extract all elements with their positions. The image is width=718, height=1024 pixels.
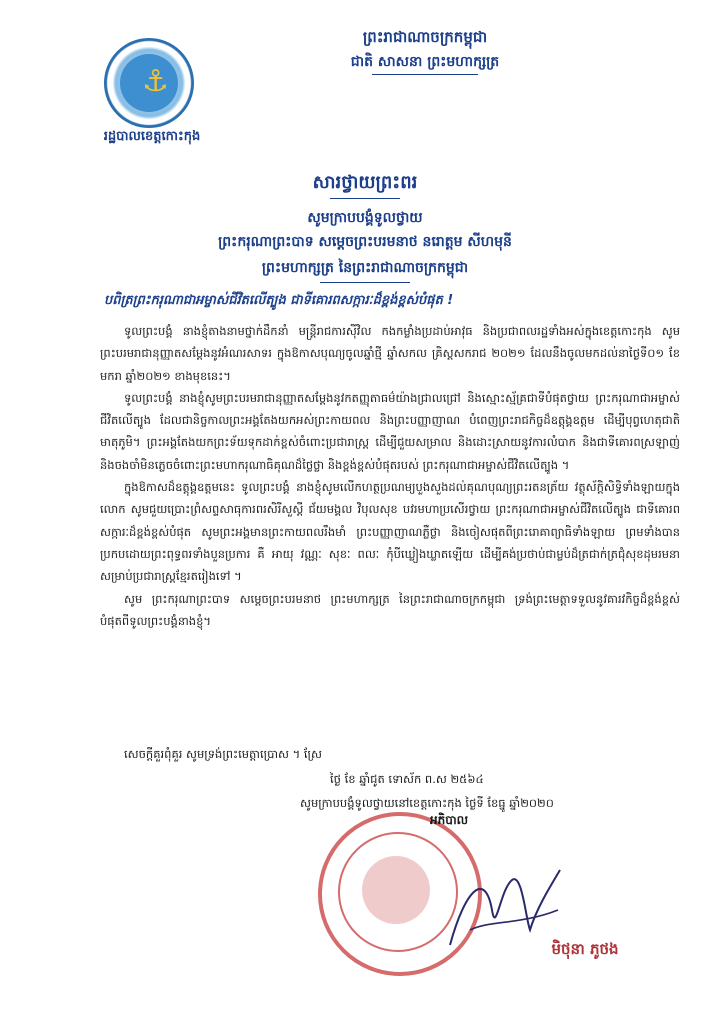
address-line-3: ព្រះមហាក្សត្រ នៃព្រះរាជាណាចក្រកម្ពុជា — [261, 260, 469, 276]
signatory-title: អភិបាល — [430, 813, 469, 827]
solar-date: សូមក្រាបបង្គំទូលថ្វាយនៅខេត្តកោះកុង ថ្ងៃទី ខែធ្នូ ឆ្នាំ២០២០ — [300, 796, 554, 810]
anchor-icon: ⚓ — [142, 64, 169, 99]
closing-line: សេចក្តីគួរពុំគួរ សូមទ្រង់ព្រះមេត្តាប្រោស ។ ស្រែ — [124, 747, 322, 761]
letter-body — [100, 320, 680, 632]
title-divider — [330, 198, 400, 199]
signatory-name: មិថុនា ភូថង — [551, 940, 619, 958]
paragraph-3: ក្នុងឱកាសដ៏ឧត្តុង្គឧត្តមនេះ ទូលព្រះបង្គំ នាងខ្ញុំសូមលើកហត្ថប្រណម្យបួងសួងដល់គុណបុណ្យព្រះរតនត្រ័យ វត្ថុស័ក្តិសិទ្ធិទាំងឡាយក្នុងលោក សូមជួយប្រោះព្រំសព្ទសាធុការពរសិរីសួស្តី ជ័យមង្គល វិបុលសុខ បវរមហាប្រសើរថ្វាយ ព្រះករុណាជាអម្ចាស់ជីវិតលើត្បូង ជាទីគោរពសក្ការៈដ៏ខ្ពង់ខ្ពស់បំផុត សូមព្រះអង្គមានព្រះកាយពលរឹងមាំ ព្រះបញ្ញាញាណភ្លឺថ្លា និងចៀសផុតពីព្រះរោគាព្យាធិទាំងឡាយ ព្រមទាំងបានប្រកបដោយព្រះពុទ្ធពរទាំងបួនប្រការ គឺ អាយុ វណ្ណៈ សុខៈ ពលៈ កុំបីឃ្លៀងឃ្លាតឡើយ ដើម្បីគង់ប្រថាប់ជាម្លប់ដ៏ត្រជាក់ត្រជុំសុខដុមរមនាសម្រាប់ប្រជារាស្ត្រខ្មែរតរៀងទៅ ។ — [100, 480, 680, 584]
national-motto: ជាតិ សាសនា ព្រះមហាក្សត្រ — [350, 54, 500, 70]
stamp-core — [362, 856, 430, 924]
address-line-1: សូមក្រាបបង្គំទូលថ្វាយ — [307, 210, 423, 226]
paragraph-4: សូម ព្រះករុណាព្រះបាទ សម្តេចព្រះបរមនាថ ព្រះមហាក្សត្រ នៃព្រះរាជាណាចក្រកម្ពុជា ទ្រង់ព្រះមេត្តាទទួលនូវគារវកិច្ចដ៏ខ្ពង់ខ្ពស់បំផុតពីទូលព្រះបង្គំនាងខ្ញុំ។ — [100, 591, 680, 628]
paragraph-1: ទូលព្រះបង្គំ នាងខ្ញុំតាងនាមថ្នាក់ដឹកនាំ មន្ត្រីរាជការស៊ីវិល កងកម្លាំងប្រដាប់អាវុធ និងប្រជាពលរដ្ឋទាំងអស់ក្នុងខេត្តកោះកុង សូមព្រះបរមរាជានុញ្ញាតសម្តែងនូវអំណរសាទរ ក្នុងឱកាសបុណ្យចូលឆ្នាំថ្មី ឆ្នាំសកល គ្រិស្តសករាជ ២០២១ ដែលនឹងចូលមកដល់នាថ្ងៃទី០១ ខែមករា ឆ្នាំ២០២១ ខាងមុខនេះ។ — [100, 324, 680, 383]
province-name: រដ្ឋបាលខេត្តកោះកុង — [103, 129, 201, 144]
address-line-2: ព្រះករុណាព្រះបាទ សម្តេចព្រះបរមនាថ នរោត្តម សីហមុនី — [218, 234, 512, 250]
motto-divider — [372, 74, 478, 75]
paragraph-2: ទូលព្រះបង្គំ នាងខ្ញុំសូមព្រះបរមរាជានុញ្ញាតសម្តែងនូវកតញ្ញុតាធម៌យ៉ាងជ្រាលជ្រៅ និងស្មោះស្ម័គ្រជាទីបំផុតថ្វាយ ព្រះករុណាជាអម្ចាស់ជីវិតលើត្បូង ដែលជានិច្ចកាលព្រះអង្គតែងយកអស់ព្រះកាយពល និងព្រះបញ្ញាញាណ បំពេញព្រះរាជកិច្ចដ៏ឧត្តុង្គឧត្តម ដើម្បីបុព្វហេតុជាតិមាតុភូមិ។ ព្រះអង្គតែងយកព្រះទ័យទុកដាក់ខ្ពស់ចំពោះប្រជារាស្ត្រ ដើម្បីជួយសម្រាល និងដោះស្រាយនូវការលំបាក និងជាទីគោរពស្រឡាញ់ និងចងចាំមិនភ្លេចចំពោះព្រះមហាករុណាធិគុណដ៏ថ្លៃថ្លា និងខ្ពង់ខ្ពស់បំផុតរបស់ ព្រះករុណាជាអម្ចាស់ជីវិតលើត្បូង ។ — [100, 390, 680, 472]
provincial-seal-icon — [104, 38, 194, 128]
lunar-date: ថ្ងៃ ខែ ឆ្នាំជូត ទោស័ក ព.ស ២៥៦៤ — [330, 772, 484, 786]
kingdom-heading: ព្រះរាជាណាចក្រកម្ពុជា — [362, 28, 488, 46]
document-title: សារថ្វាយព្រះពរ — [312, 172, 418, 193]
address-divider — [320, 282, 410, 283]
salutation: បពិត្រព្រះករុណាជាអម្ចាស់ជីវិតលើត្បូង ជាទីគោរពសក្ការៈដ៏ខ្ពង់ខ្ពស់បំផុត ! — [104, 293, 454, 308]
